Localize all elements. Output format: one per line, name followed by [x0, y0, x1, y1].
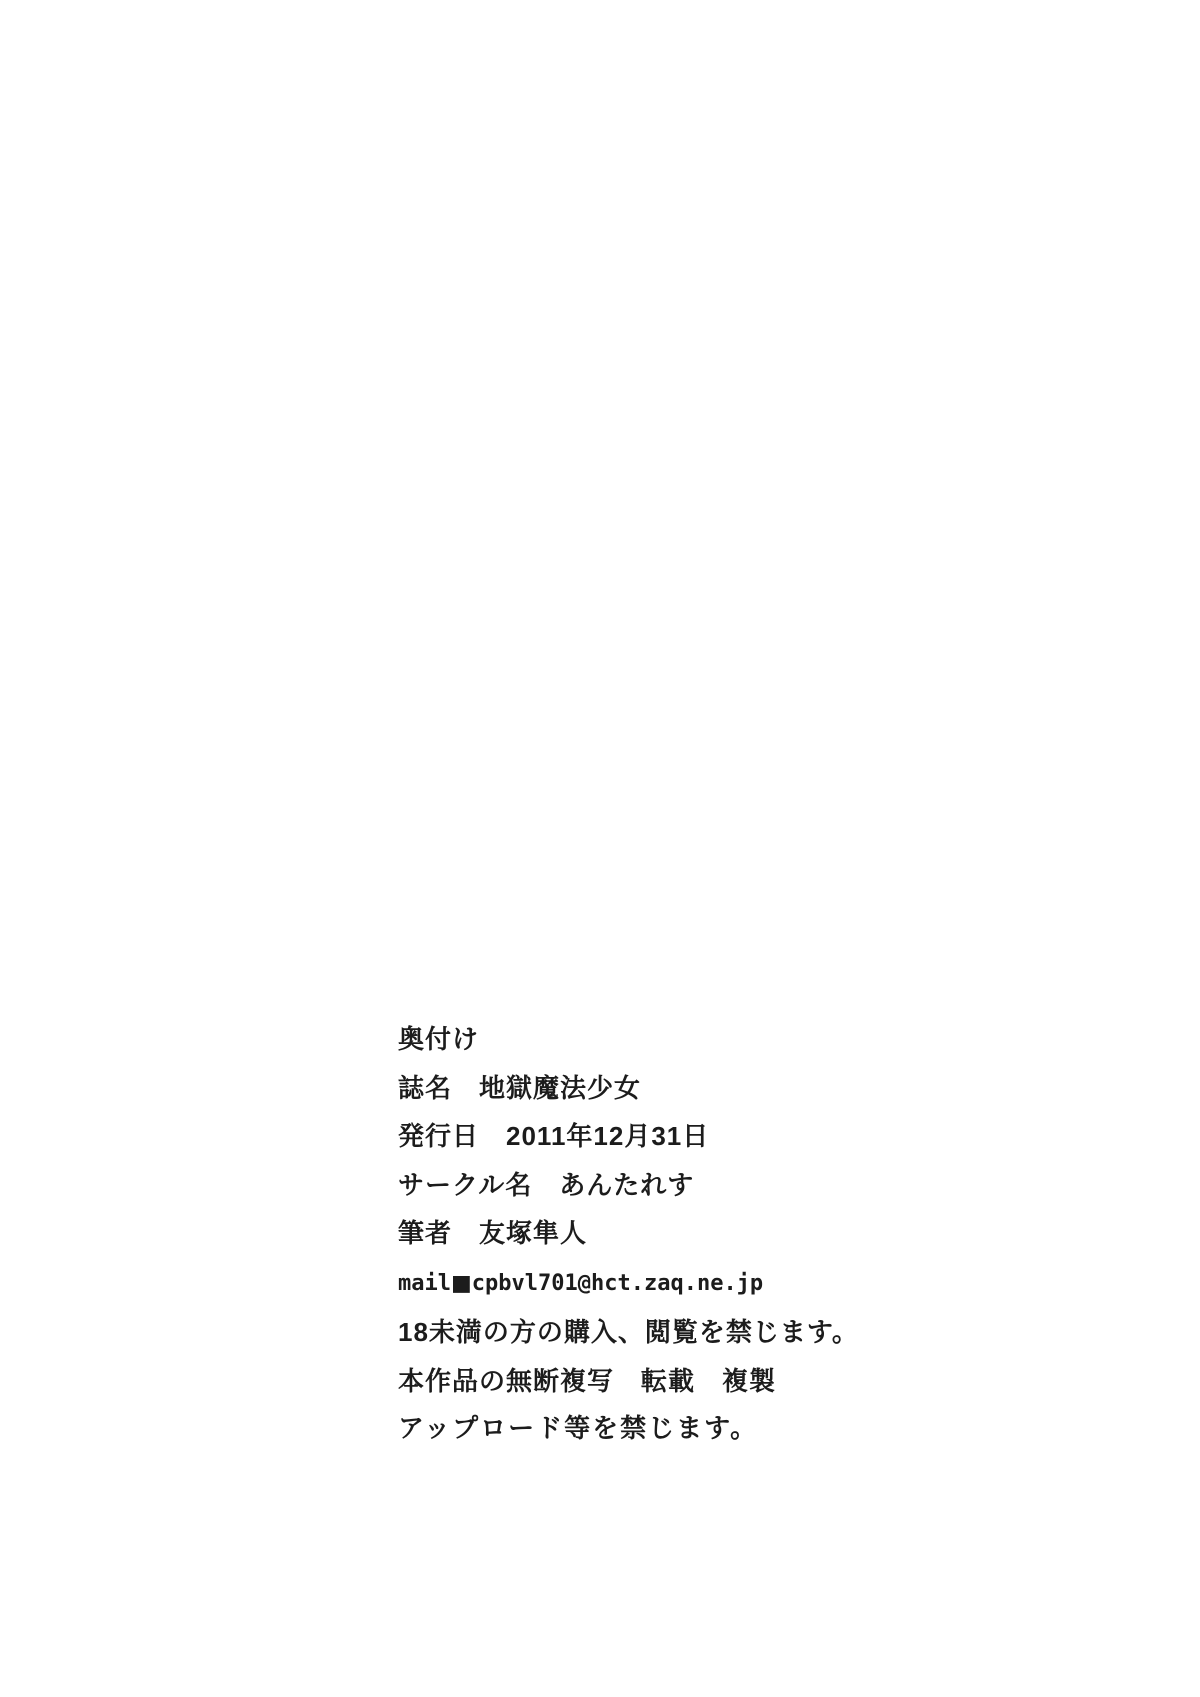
colophon-mail-line [398, 1265, 958, 1316]
entry-label: サークル名 [398, 1169, 533, 1200]
notice-no-reproduction: 本作品の無断複写 転載 複製 [398, 1365, 777, 1396]
colophon-block [398, 1022, 958, 1461]
colophon-entry-issue-date [398, 1119, 958, 1168]
mail-address: cpbvl701@hct.zaq.ne.jp [471, 1270, 764, 1296]
colophon-entry-magazine-title [398, 1071, 958, 1120]
entry-label: 誌名 [398, 1072, 453, 1103]
colophon-entry-author [398, 1216, 958, 1265]
colophon-entry-circle-name [398, 1168, 958, 1217]
notice-age-restriction: 18未満の方の購入、閲覧を禁じます。 [398, 1317, 859, 1347]
entry-value: 友塚隼人 [479, 1218, 588, 1248]
mail-label: mail [398, 1270, 451, 1296]
entry-value: 地獄魔法少女 [479, 1072, 642, 1103]
entry-value: あんたれす [559, 1169, 695, 1200]
notice-no-upload: アップロード等を禁じます。 [398, 1414, 759, 1443]
entry-value: 2011年12月31日 [506, 1121, 710, 1151]
black-square-icon: ■ [450, 1270, 472, 1296]
colophon-heading: 奥付け [398, 1024, 480, 1054]
entry-label: 筆者 [398, 1218, 453, 1248]
entry-label: 発行日 [398, 1121, 480, 1151]
